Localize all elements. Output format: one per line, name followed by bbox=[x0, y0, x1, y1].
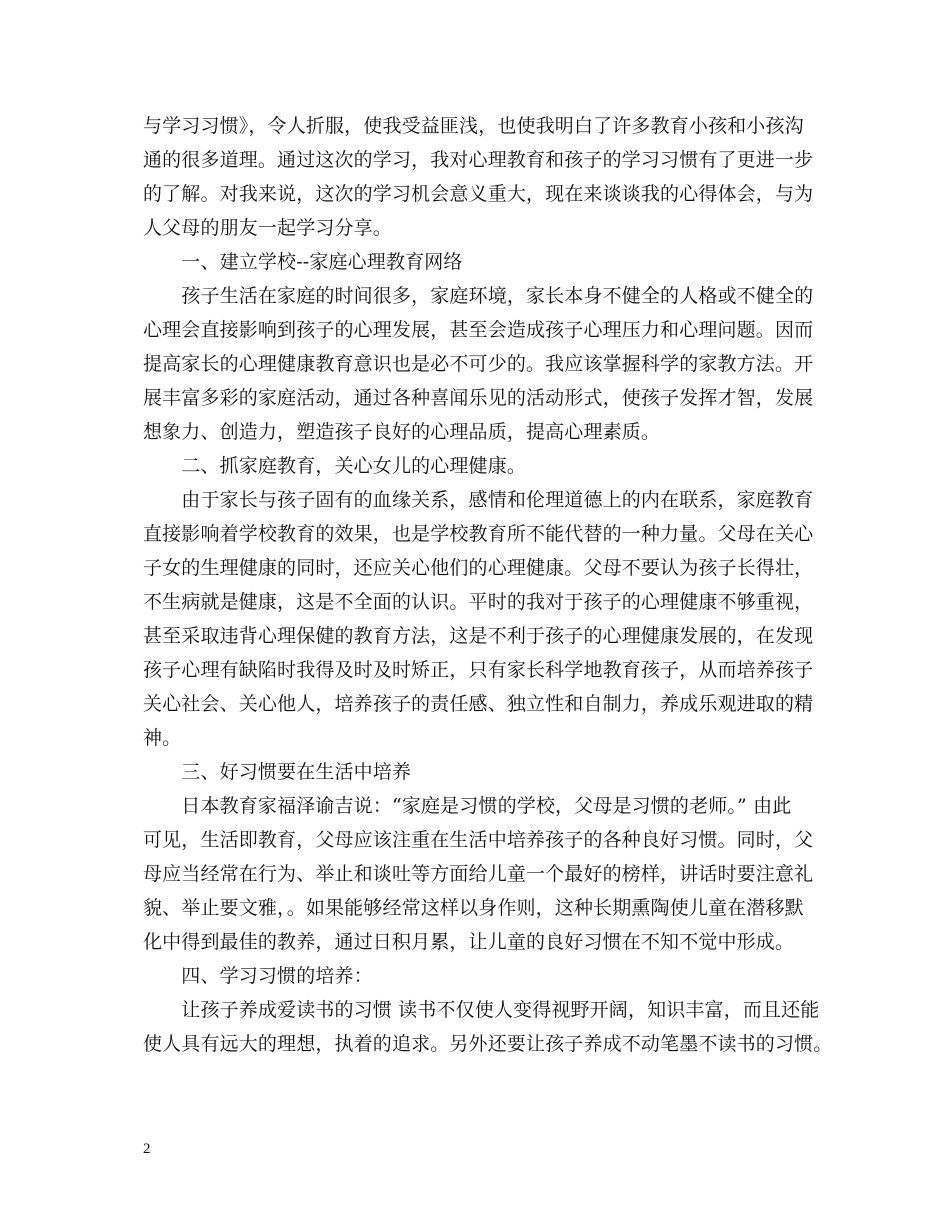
body-text-line: 想象力、创造力，塑造孩子良好的心理品质，提高心理素质。 bbox=[143, 421, 661, 443]
body-text-line: 母应当经常在行为、举止和谈吐等方面给儿童一个最好的榜样，讲话时要注意礼 bbox=[143, 863, 814, 885]
body-text-line: 关心社会、关心他人，培养孩子的责任感、独立性和自制力，养成乐观进取的精 bbox=[143, 693, 814, 715]
body-text-line: 展丰富多彩的家庭活动，通过各种喜闻乐见的活动形式，使孩子发挥才智，发展 bbox=[143, 387, 814, 409]
page-number: 2 bbox=[143, 1141, 151, 1157]
body-text-line: 通的很多道理。通过这次的学习，我对心理教育和孩子的学习习惯有了更进一步 bbox=[143, 149, 814, 171]
body-text-line: 不生病就是健康，这是不全面的认识。平时的我对于孩子的心理健康不够重视， bbox=[143, 591, 814, 613]
section-heading: 四、学习习惯的培养： bbox=[143, 965, 373, 987]
body-text-line: 的了解。对我来说，这次的学习机会意义重大，现在来谈谈我的心得体会，与为 bbox=[143, 183, 814, 205]
body-text-line: 心理会直接影响到孩子的心理发展，甚至会造成孩子心理压力和心理问题。因而 bbox=[143, 319, 814, 341]
body-text-line: 孩子心理有缺陷时我得及时及时矫正，只有家长科学地教育孩子，从而培养孩子 bbox=[143, 659, 814, 681]
body-text-line: 孩子生活在家庭的时间很多，家庭环境，家长本身不健全的人格或不健全的 bbox=[143, 285, 814, 307]
body-text-line: 让孩子养成爱读书的习惯 读书不仅使人变得视野开阔，知识丰富，而且还能 bbox=[143, 999, 820, 1021]
body-text-line: 直接影响着学校教育的效果，也是学校教育所不能代替的一种力量。父母在关心 bbox=[143, 523, 814, 545]
body-text-line: 提高家长的心理健康教育意识也是必不可少的。我应该掌握科学的家教方法。开 bbox=[143, 353, 814, 375]
body-text-line: 甚至采取违背心理保健的教育方法，这是不利于孩子的心理健康发展的，在发现 bbox=[143, 625, 814, 647]
body-text-line: 与学习习惯》，令人折服，使我受益匪浅，也使我明白了许多教育小孩和小孩沟 bbox=[143, 115, 804, 137]
section-heading: 一、建立学校--家庭心理教育网络 bbox=[143, 251, 463, 273]
section-heading: 三、好习惯要在生活中培养 bbox=[143, 761, 412, 783]
body-text-line: 子女的生理健康的同时，还应关心他们的心理健康。父母不要认为孩子长得壮， bbox=[143, 557, 814, 579]
body-text-line: 貌、举止要文雅，。如果能够经常这样以身作则，这种长期熏陶使儿童在潜移默 bbox=[143, 897, 804, 919]
body-text-line: 神。 bbox=[143, 727, 182, 749]
body-text-line: 化中得到最佳的教养，通过日积月累，让儿童的良好习惯在不知不觉中形成。 bbox=[143, 931, 795, 953]
body-text-line: 可见，生活即教育，父母应该注重在生活中培养孩子的各种良好习惯。同时，父 bbox=[143, 829, 814, 851]
body-text-line: 人父母的朋友一起学习分享。 bbox=[143, 217, 392, 239]
body-text-line: 日本教育家福泽谕吉说：“家庭是习惯的学校，父母是习惯的老师。” 由此 bbox=[143, 795, 792, 817]
body-text-line: 由于家长与孩子固有的血缘关系，感情和伦理道德上的内在联系，家庭教育 bbox=[143, 489, 814, 511]
section-heading: 二、抓家庭教育，关心女儿的心理健康。 bbox=[143, 455, 527, 477]
body-text-line: 使人具有远大的理想，执着的追求。另外还要让孩子养成不动笔墨不读书的习惯。 bbox=[143, 1033, 833, 1055]
